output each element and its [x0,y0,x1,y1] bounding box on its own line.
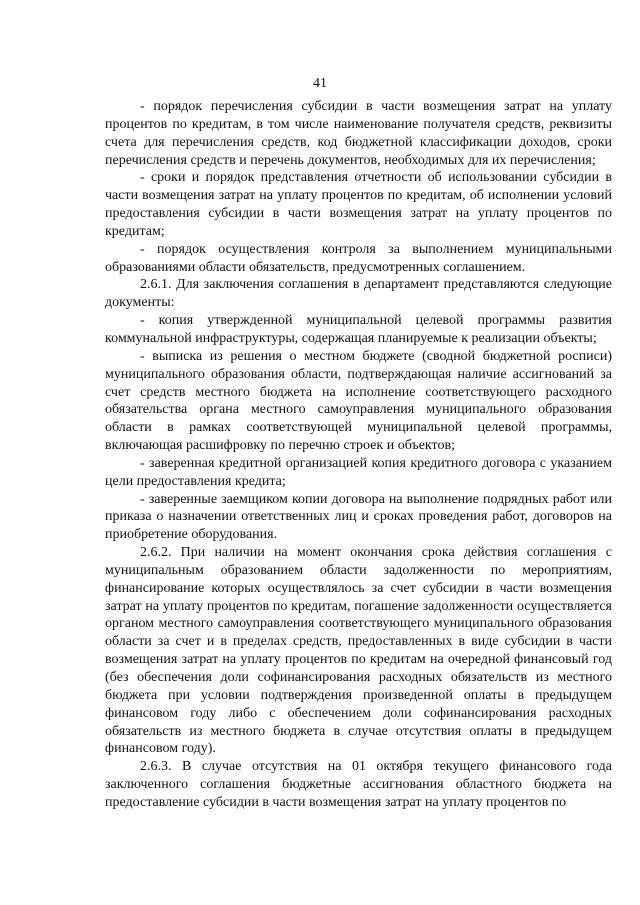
paragraph-2-6-2: 2.6.2. При наличии на момент окончания срока действия соглашения с муниципальным образованием области задолженности по мероприятиям, финансирование которых осуществлялось за счет субсидии в части возмещения затрат на уплату процентов по кредитам, погашение задолженности осуществляется органом местного самоуправления соответствующего муниципального образования области за счет и в пределах средств, предоставленных в виде субсидии в части возмещения затрат на уплату процентов по кредитам на очередной финансовый год (без обеспечения доли софинансирования расходных обязательств из местного бюджета при условии подтверждения произведенной оплаты в предыдущем финансовом году либо с обеспечением доли софинансирования расходных обязательств из местного бюджета в случае отсутствия оплаты в предыдущем финансовом году). [105,545,612,757]
paragraph-program-copy: - копия утвержденной муниципальной целевой программы развития коммунальной инфраструктуры, содержащая планируемые к реализации объекты; [105,313,612,346]
document-body [105,98,612,812]
page-number: 41 [313,76,327,91]
paragraph-budget-extract: - выписка из решения о местном бюджете (сводной бюджетной росписи) муниципального образования области, подтверждающая наличие ассигнований за счет средств местного бюджета на исполнение соответствующего расходного обязательства органа местного самоуправления муниципального образования области в рамках соответствующей муниципальной целевой программы, включающая расшифровку по перечню строек и объектов; [105,348,612,454]
paragraph-contract-copies: - заверенные заемщиком копии договора на выполнение подрядных работ или приказа о назначении ответственных лиц и сроках проведения работ, договоров на приобретение оборудования. [105,491,612,543]
paragraph-reporting-procedure: - сроки и порядок представления отчетности об использовании субсидии в части возмещения затрат на уплату процентов по кредитам, об исполнении условий предоставления субсидии в части возмещения затрат на уплату процентов по кредитам; [105,170,612,239]
paragraph-credit-agreement-copy: - заверенная кредитной организацией копия кредитного договора с указанием цели предоставления кредита; [105,455,612,489]
paragraph-2-6-1: 2.6.1. Для заключения соглашения в департамент представляются следующие документы: [105,277,612,311]
paragraph-repayment-procedure: - порядок перечисления субсидии в части возмещения затрат на уплату процентов по кредитам, в том числе наименование получателя средств, реквизиты счета для перечисления средств, код бюджетной классификации доходов, сроки перечисления средств и перечень документов, необходимых для их перечисления; [105,99,612,168]
paragraph-2-6-3: 2.6.3. В случае отсутствия на 01 октября текущего финансового года заключенного соглашения бюджетные ассигнования областного бюджета на предоставление субсидии в части возмещения затрат на уплату процентов по [105,759,612,810]
paragraph-control-procedure: - порядок осуществления контроля за выполнением муниципальными образованиями области обязательств, предусмотренных соглашением. [105,241,612,275]
